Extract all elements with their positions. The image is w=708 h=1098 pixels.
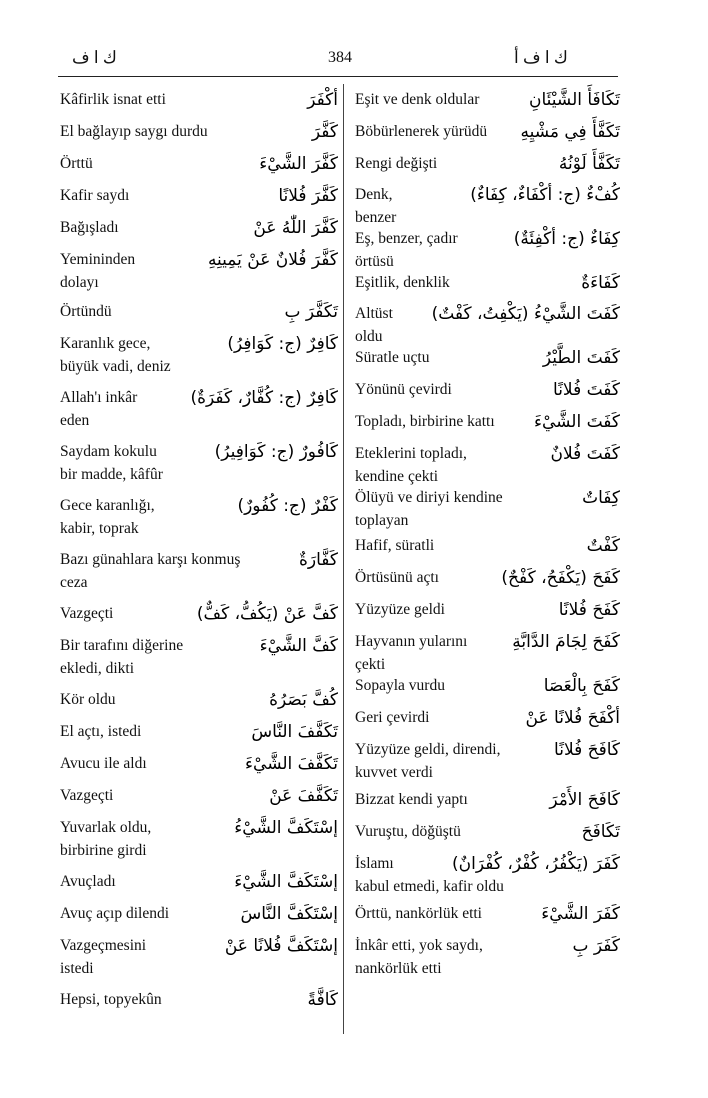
entry-arabic-headword: كَفَاءَةٌ [581, 273, 620, 293]
translation-line: Hepsi, topyekûn [60, 991, 162, 1008]
entry-translation [355, 227, 458, 273]
entry-arabic-headword: كُفَّ بَصَرُهُ [269, 690, 338, 710]
entry-translation [355, 598, 445, 621]
entry-arabic-headword: كَفَّ الشَّيْءَ [259, 636, 338, 656]
translation-line: Kâfirlik isnat etti [60, 91, 166, 108]
entry-translation [355, 486, 503, 532]
entry-arabic-headword: كَفْتٌ [586, 536, 620, 556]
entry-arabic-headword: كَفَّرَ الشَّيْءَ [259, 154, 338, 174]
translation-line: Vazgeçmesini [60, 937, 147, 954]
entry-arabic-headword: كَفَّارَةٌ [299, 550, 338, 570]
entry-translation [60, 602, 113, 625]
translation-line-continued: istedi [60, 960, 94, 977]
entry-translation [60, 870, 116, 893]
translation-line: Vuruştu, döğüştü [355, 823, 461, 840]
entry-translation [355, 378, 452, 401]
page-number: 384 [328, 49, 352, 66]
entry-translation [355, 410, 495, 433]
translation-line: Kafir saydı [60, 187, 130, 204]
translation-line: Örttü [60, 155, 93, 172]
entry-translation [355, 152, 437, 175]
translation-line: Süratle uçtu [355, 349, 430, 366]
translation-line: İnkâr etti, yok saydı, [355, 937, 483, 954]
translation-line: İslamı [355, 855, 394, 872]
entry-translation [60, 248, 135, 294]
entry-translation [355, 534, 434, 557]
entry-arabic-headword: تَكَفَّفَ الشَّيْءَ [245, 754, 338, 774]
translation-line: Yönünü çevirdi [355, 381, 452, 398]
translation-line-continued: büyük vadi, deniz [60, 358, 171, 375]
translation-line-continued: nankörlük etti [355, 960, 442, 977]
translation-line: Rengi değişti [355, 155, 438, 172]
translation-line-continued: toplayan [355, 512, 409, 529]
translation-line: Yuvarlak oldu, [60, 819, 152, 836]
translation-line: Örtündü [60, 303, 112, 320]
translation-line-continued: kabir, toprak [60, 520, 139, 537]
entry-translation [60, 88, 166, 111]
translation-line: Yüzyüze geldi [355, 601, 445, 618]
entry-arabic-headword: إسْتَكَفَّ النَّاسَ [240, 904, 338, 924]
translation-line: Bizzat kendi yaptı [355, 791, 468, 808]
translation-line: Yemininden [60, 251, 136, 268]
translation-line: Avuç açıp dilendi [60, 905, 170, 922]
translation-line: Eşit ve denk oldular [355, 91, 480, 108]
translation-line-continued: benzer [355, 209, 397, 226]
entry-arabic-headword: كَفَرَ بِ [572, 936, 620, 956]
entry-arabic-headword: تَكَفَّفَ النَّاسَ [251, 722, 338, 742]
entry-translation [355, 820, 461, 843]
translation-line: Avucu ile aldı [60, 755, 147, 772]
entry-translation [60, 386, 137, 432]
translation-line: Denk, [355, 186, 393, 203]
translation-line: Vazgeçti [60, 605, 114, 622]
header-rule [58, 76, 618, 77]
translation-line: Avuçladı [60, 873, 116, 890]
translation-line: Örtüsünü açtı [355, 569, 439, 586]
entry-translation [60, 332, 171, 378]
entry-translation [355, 302, 393, 348]
entry-translation [60, 720, 141, 743]
entry-translation [60, 548, 240, 594]
translation-line-continued: kendine çekti [355, 468, 439, 485]
entry-arabic-headword: إسْتَكَفَّ الشَّيْءَ [234, 872, 338, 892]
translation-line: Örttü, nankörlük etti [355, 905, 482, 922]
entry-translation [355, 788, 468, 811]
translation-line-continued: ekledi, dikti [60, 660, 135, 677]
entry-arabic-headword: كَفْرٌ (ج: كُفُورٌ) [237, 496, 338, 516]
translation-line: Böbürlenerek yürüdü [355, 123, 488, 140]
entry-translation [60, 752, 147, 775]
entry-translation [60, 300, 112, 323]
entry-arabic-headword: تَكَفَّفَ عَنْ [269, 786, 338, 806]
entry-arabic-headword: كَفَرَ (يَكْفُرُ، كُفْرٌ، كُفْرَانٌ) [452, 854, 620, 874]
column-divider [343, 84, 344, 1034]
translation-line: Altüst [355, 305, 393, 322]
translation-line: Gece karanlığı, [60, 497, 155, 514]
entry-arabic-headword: كَفَّرَ اللّٰهُ عَنْ [253, 218, 338, 238]
translation-line: Hafif, süratli [355, 537, 435, 554]
entry-translation [355, 738, 500, 784]
entry-arabic-headword: كَفَّرَ فُلانٌ عَنْ يَمِينِهِ [207, 250, 338, 270]
translation-line-continued: kabul etmedi, kafir oldu [355, 878, 504, 895]
entry-arabic-headword: إسْتَكَفَّ الشَّيْءُ [234, 818, 338, 838]
translation-line-continued: oldu [355, 328, 383, 345]
entry-arabic-headword: كَافَحَ الأَمْرَ [549, 790, 620, 810]
translation-line: Bağışladı [60, 219, 119, 236]
entry-translation [355, 902, 482, 925]
entry-arabic-headword: كَافَّةً [307, 990, 338, 1010]
entry-arabic-headword: كَفَّرَ [311, 122, 338, 142]
entry-arabic-headword: كَفَّرَ فُلانًا [278, 186, 338, 206]
entry-translation [60, 440, 163, 486]
translation-line: Kör oldu [60, 691, 116, 708]
header-letters-right: ك ا ف أ [514, 48, 568, 67]
entry-arabic-headword: كَفَرَ الشَّيْءَ [541, 904, 620, 924]
entry-arabic-headword: تَكَافَأَ الشَّيْئَانِ [528, 90, 620, 110]
entry-arabic-headword: كَفَّ عَنْ (يَكُفُّ، كَفٌّ) [196, 604, 338, 624]
entry-arabic-headword: كَفَتَ الشَّيْءُ (يَكْفِتُ، كَفْتٌ) [431, 304, 620, 324]
translation-line: Ölüyü ve diriyi kendine [355, 489, 503, 506]
entry-translation [60, 688, 116, 711]
entry-arabic-headword: كَفَحَ (يَكْفَحُ، كَفْحٌ) [501, 568, 620, 588]
entry-translation [355, 88, 479, 111]
translation-line: Geri çevirdi [355, 709, 430, 726]
entry-arabic-headword: كِفَاءٌ (ج: أكْفِئَةٌ) [513, 229, 620, 249]
translation-line-continued: ceza [60, 574, 88, 591]
entry-translation [60, 784, 113, 807]
translation-line-continued: eden [60, 412, 90, 429]
translation-line: Bir tarafını diğerine [60, 637, 184, 654]
entry-arabic-headword: تَكَفَّأَ لَوْنُهُ [558, 154, 620, 174]
entry-arabic-headword: كَفَتَ الطَّيْرُ [542, 348, 620, 368]
entry-translation [355, 346, 429, 369]
entry-arabic-headword: كُفْءٌ (ج: أكْفَاءٌ، كِفَاءٌ) [470, 185, 620, 205]
entry-arabic-headword: تَكَفَّرَ بِ [284, 302, 338, 322]
entry-arabic-headword: كَفَتَ الشَّيْءَ [533, 412, 620, 432]
entry-arabic-headword: تَكَافَحَ [581, 822, 620, 842]
entry-arabic-headword: أكْفَحَ فُلانًا عَنْ [525, 708, 620, 728]
entry-translation [60, 816, 151, 862]
translation-line: Eş, benzer, çadır [355, 230, 458, 247]
entry-translation [355, 674, 445, 697]
entry-translation [60, 988, 162, 1011]
entry-arabic-headword: كَافَحَ فُلانًا [554, 740, 620, 760]
entry-translation [355, 934, 483, 980]
entry-translation [60, 216, 119, 239]
translation-line-continued: bir madde, kâfûr [60, 466, 163, 483]
entry-arabic-headword: تَكَفَّأَ فِي مَشْيِهِ [520, 122, 620, 142]
translation-line: El açtı, istedi [60, 723, 142, 740]
entry-translation [355, 442, 467, 488]
translation-line: Karanlık gece, [60, 335, 151, 352]
entry-arabic-headword: كِفَاتٌ [582, 488, 620, 508]
entry-translation [60, 934, 146, 980]
translation-line-continued: birbirine girdi [60, 842, 147, 859]
translation-line-continued: çekti [355, 656, 386, 673]
entry-arabic-headword: إسْتَكَفَّ فُلانًا عَنْ [224, 936, 338, 956]
entry-translation [60, 120, 208, 143]
translation-line: Bazı günahlara karşı konmuş [60, 551, 241, 568]
entry-translation [355, 630, 467, 676]
entry-arabic-headword: كَافِرٌ (ج: كَوَافِرُ) [227, 334, 338, 354]
entry-arabic-headword: كَفَتَ فُلانًا [553, 380, 620, 400]
translation-line: Eşitlik, denklik [355, 274, 450, 291]
entry-translation [60, 184, 129, 207]
translation-line: Saydam kokulu [60, 443, 157, 460]
entry-translation [355, 183, 396, 229]
entry-arabic-headword: كَفَحَ فُلانًا [558, 600, 620, 620]
translation-line: Sopayla vurdu [355, 677, 445, 694]
translation-line-continued: kuvvet verdi [355, 764, 433, 781]
translation-line: El bağlayıp saygı durdu [60, 123, 208, 140]
page-header [0, 0, 708, 82]
translation-line-continued: örtüsü [355, 253, 394, 270]
entry-arabic-headword: كَافِرٌ (ج: كُفَّارٌ، كَفَرَةٌ) [190, 388, 338, 408]
entry-translation [60, 902, 169, 925]
translation-line: Topladı, birbirine kattı [355, 413, 495, 430]
header-letters-left: ك ا ف [72, 48, 117, 67]
entry-arabic-headword: كَفَحَ لِجَامَ الدَّابَّةِ [512, 632, 620, 652]
entry-translation [60, 494, 155, 540]
entry-arabic-headword: كَفَحَ بِالْعَصَا [543, 676, 620, 696]
entry-translation [60, 152, 93, 175]
translation-line-continued: dolayı [60, 274, 99, 291]
translation-line: Eteklerini topladı, [355, 445, 467, 462]
translation-line: Yüzyüze geldi, direndi, [355, 741, 501, 758]
entry-translation [355, 120, 487, 143]
translation-line: Allah'ı inkâr [60, 389, 138, 406]
entry-translation [355, 706, 429, 729]
entry-arabic-headword: كَافُورٌ (ج: كَوَافِيرُ) [214, 442, 338, 462]
translation-line: Vazgeçti [60, 787, 114, 804]
entry-translation [60, 634, 183, 680]
entry-arabic-headword: أكْفَرَ [307, 90, 338, 110]
entry-translation [355, 271, 450, 294]
entry-arabic-headword: كَفَتَ فُلانٌ [550, 444, 620, 464]
entry-translation [355, 566, 439, 589]
translation-line: Hayvanın yularını [355, 633, 468, 650]
